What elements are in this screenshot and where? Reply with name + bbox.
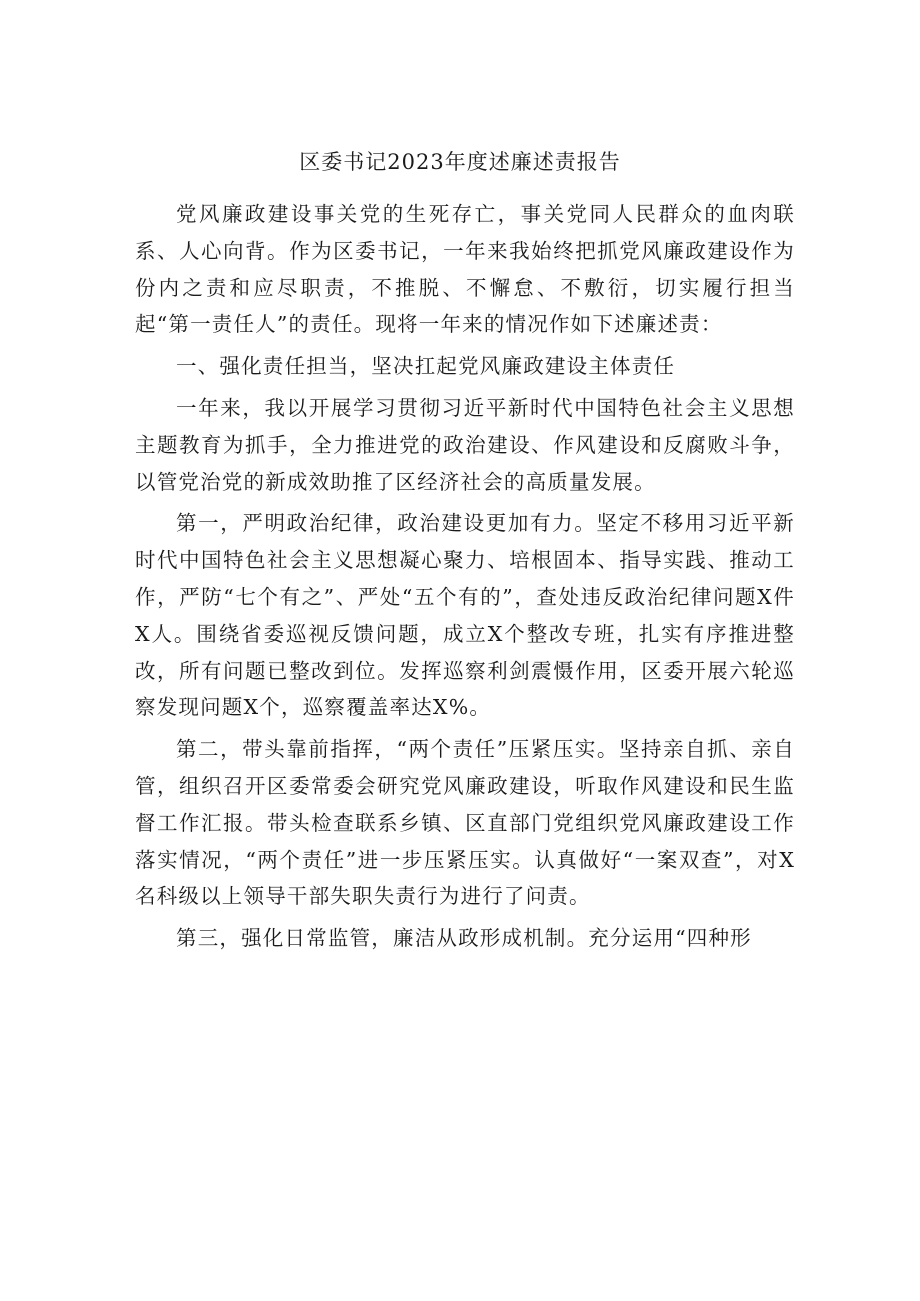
paragraph-overview: 一年来，我以开展学习贯彻习近平新时代中国特色社会主义思想主题教育为抓手，全力推进党的政治建设、作风建设和反腐败斗争，以管党治党的新成效助推了区经济社会的高质量发展。 xyxy=(135,395,795,494)
document-body xyxy=(135,196,795,962)
paragraph-point-3: 第三，强化日常监管，廉洁从政形成机制。充分运用“四种形 xyxy=(176,926,752,951)
document-title: 区委书记2023年度述廉述责报告 xyxy=(299,150,621,174)
paragraph-point-1: 第一，严明政治纪律，政治建设更加有力。坚定不移用习近平新时代中国特色社会主义思想凝心聚力、培根固本、指导实践、推动工作，严防“七个有之”、严处“五个有的”，查处违反政治纪律问题X件X人。围绕省委巡视反馈问题，成立X个整改专班，扎实有序推进整改，所有问题已整改到位。发挥巡察利剑震慑作用，区委开展六轮巡察发现问题X个，巡察覆盖率达X%。 xyxy=(135,511,795,720)
paragraph-intro: 党风廉政建设事关党的生死存亡，事关党同人民群众的血肉联系、人心向背。作为区委书记，一年来我始终把抓党风廉政建设作为份内之责和应尽职责，不推脱、不懈怠、不敷衍，切实履行担当起“第一责任人”的责任。现将一年来的情况作如下述廉述责： xyxy=(135,202,795,337)
paragraph-point-2: 第二，带头靠前指挥，“两个责任”压紧压实。坚持亲自抓、亲自管，组织召开区委常委会研究党风廉政建设，听取作风建设和民生监督工作汇报。带头检查联系乡镇、区直部门党组织党风廉政建设工作落实情况，“两个责任”进一步压紧压实。认真做好“一案双查”，对X名科级以上领导干部失职失责行为进行了问责。 xyxy=(135,737,795,909)
section-heading-1: 一、强化责任担当，坚决扛起党风廉政建设主体责任 xyxy=(176,354,676,379)
